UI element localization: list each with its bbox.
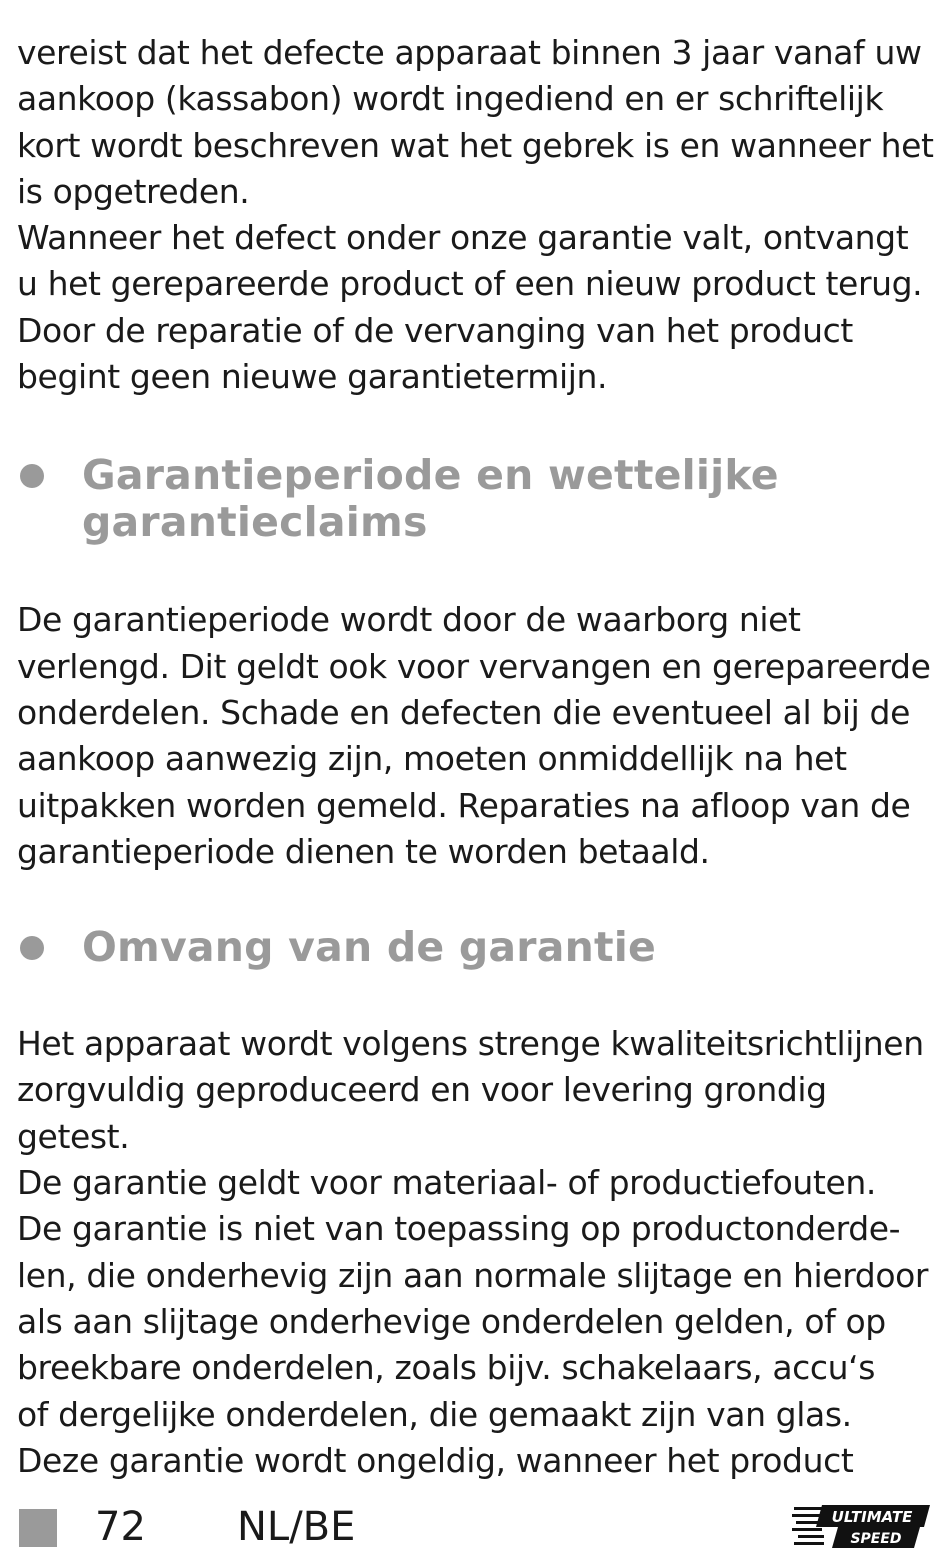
text-line: verlengd. Dit geldt ook voor vervangen en gerepareerde — [17, 646, 931, 686]
logo-line-2: SPEED — [850, 1531, 902, 1547]
text-line: onderdelen. Schade en defecten die eventueel al bij de — [17, 692, 910, 732]
text-line: is opgetreden. — [17, 171, 250, 211]
page-number: 72 — [95, 1504, 146, 1550]
text-line: aankoop aanwezig zijn, moeten onmiddellijk na het — [17, 739, 847, 779]
text-line: Wanneer het defect onder onze garantie valt, ontvangt — [17, 218, 909, 258]
text-line: Door de reparatie of de vervanging van het product — [17, 310, 853, 350]
text-line: zorgvuldig geproduceerd en voor levering grondig — [17, 1070, 827, 1110]
text-line: De garantie is niet van toepassing op productonderde- — [17, 1209, 901, 1249]
text-line: of dergelijke onderdelen, die gemaakt zijn van glas. — [17, 1394, 852, 1434]
heading-line: Omvang van de garantie — [82, 923, 657, 972]
paragraph-warranty-period — [17, 597, 937, 875]
text-line: u het gerepareerde product of een nieuw product terug. — [17, 264, 923, 304]
text-line: begint geen nieuwe garantietermijn. — [17, 357, 608, 397]
text-line: garantieperiode dienen te worden betaald. — [17, 831, 710, 871]
footer-square-icon — [19, 1509, 57, 1547]
bullet-icon — [20, 464, 44, 488]
document-page — [17, 30, 937, 1484]
text-line: vereist dat het defecte apparaat binnen 3 jaar vanaf uw — [17, 33, 922, 72]
paragraph-warranty-scope — [17, 1021, 937, 1484]
text-line: Het apparaat wordt volgens strenge kwaliteitsrichtlijnen — [17, 1024, 924, 1064]
country-code: NL/BE — [237, 1504, 356, 1550]
logo-line-1: ULTIMATE — [831, 1508, 913, 1526]
text-line: als aan slijtage onderhevige onderdelen gelden, of op — [17, 1301, 886, 1341]
section-heading-warranty-period — [17, 452, 937, 546]
section-heading-warranty-scope — [17, 924, 937, 971]
page-footer — [17, 1504, 937, 1554]
paragraph-warranty-claim — [17, 30, 937, 400]
heading-line: garantieclaims — [82, 498, 428, 547]
text-line: Deze garantie wordt ongeldig, wanneer het product — [17, 1440, 854, 1480]
text-line: len, die onderhevig zijn aan normale slijtage en hierdoor — [17, 1255, 929, 1295]
text-line: De garantieperiode wordt door de waarborg niet — [17, 600, 801, 640]
heading-line: Garantieperiode en wettelijke — [82, 451, 779, 500]
text-line: breekbare onderdelen, zoals bijv. schakelaars, accu‘s — [17, 1348, 876, 1388]
text-line: getest. — [17, 1116, 130, 1156]
text-line: uitpakken worden gemeld. Reparaties na afloop van de — [17, 785, 911, 825]
text-line: kort wordt beschreven wat het gebrek is en wanneer het — [17, 125, 934, 165]
text-line: De garantie geldt voor materiaal- of productiefouten. — [17, 1163, 876, 1203]
text-line: aankoop (kassabon) wordt ingediend en er schriftelijk — [17, 79, 884, 119]
bullet-icon — [20, 936, 44, 960]
ultimate-speed-logo — [792, 1501, 932, 1551]
